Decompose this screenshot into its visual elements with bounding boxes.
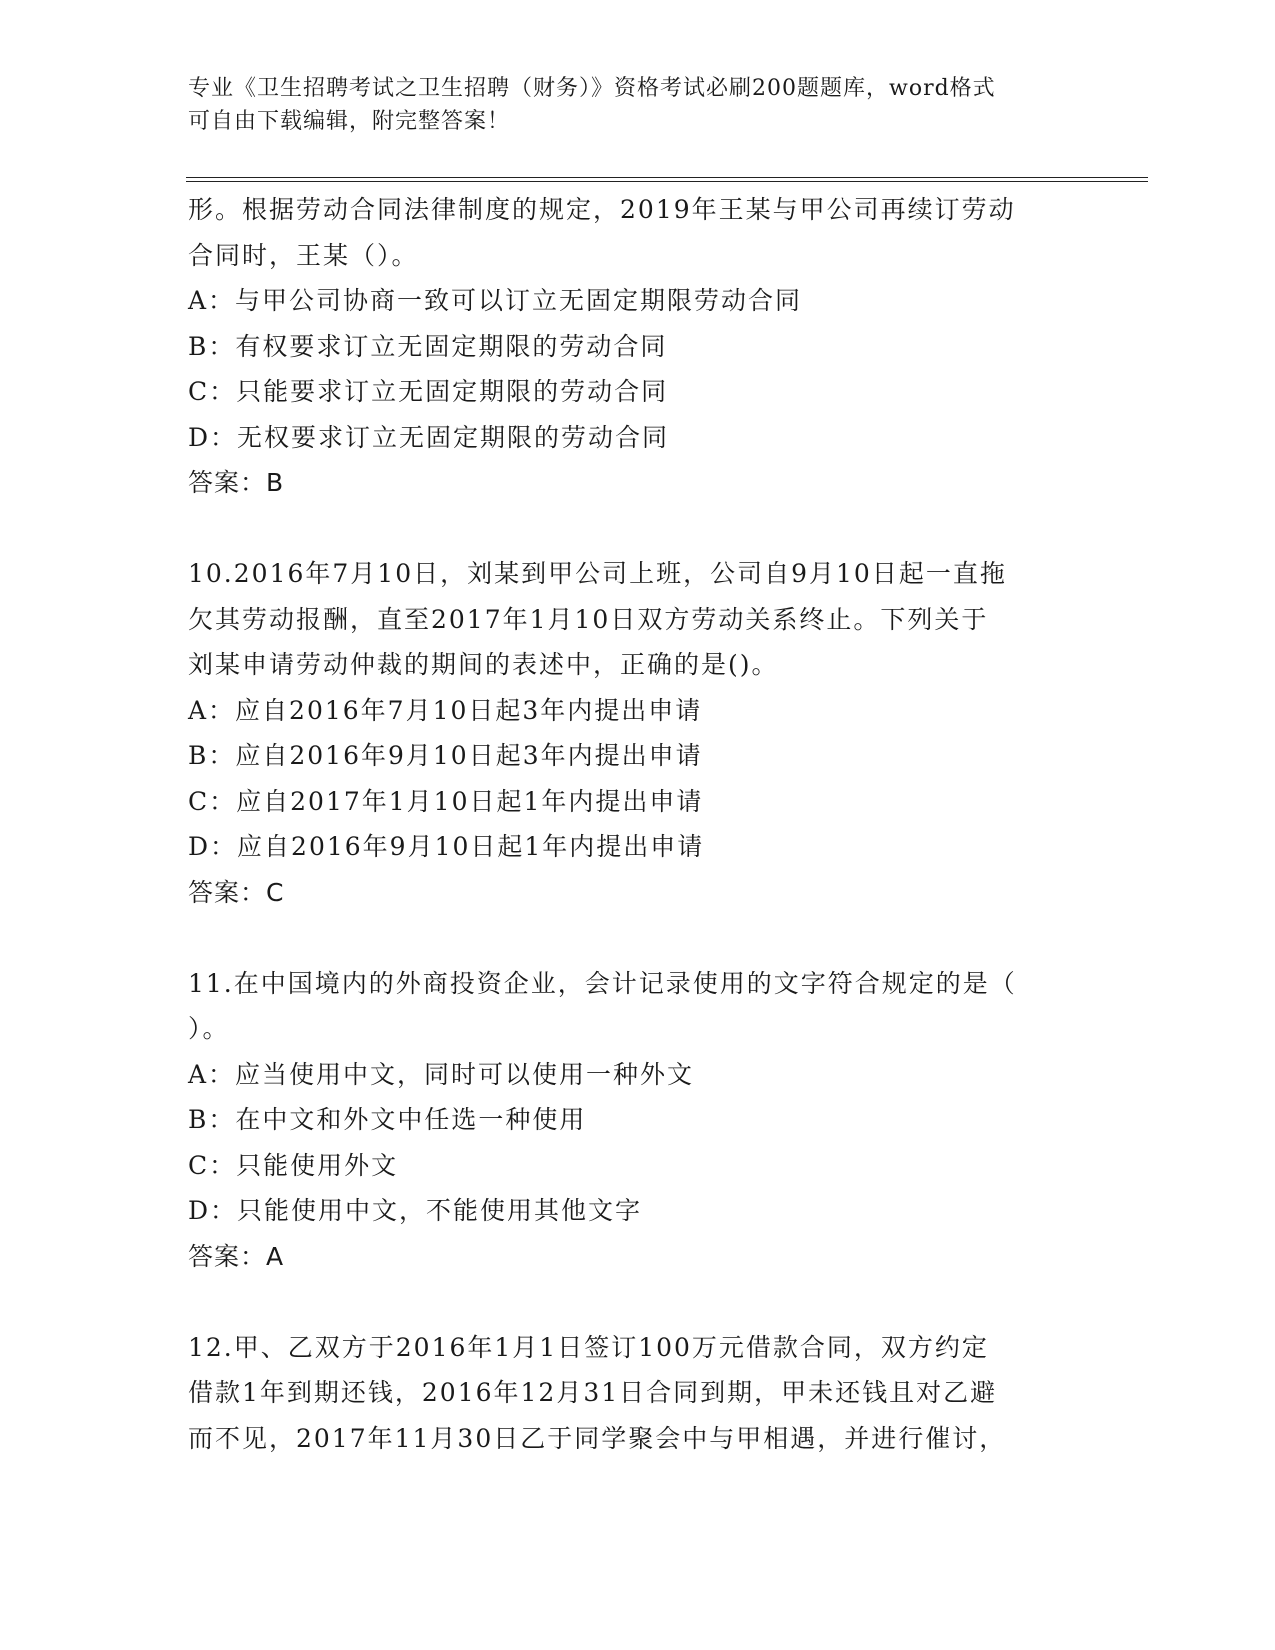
question-spacer <box>188 1279 1088 1325</box>
option-d: D：应自2016年9月10日起1年内提出申请 <box>188 832 705 861</box>
question-stem-line: 形。根据劳动合同法律制度的规定，2019年王某与甲公司再续订劳动 <box>188 195 1016 224</box>
question-stem-line: 借款1年到期还钱，2016年12月31日合同到期，甲未还钱且对乙避 <box>188 1378 998 1407</box>
question-12 <box>188 1325 1088 1462</box>
option-c: C：应自2017年1月10日起1年内提出申请 <box>188 786 704 816</box>
question-stem-line: 而不见，2017年11月30日乙于同学聚会中与甲相遇，并进行催讨， <box>188 1423 1007 1453</box>
header-title-line-2: 可自由下载编辑，附完整答案！ <box>188 109 511 134</box>
header-divider-bottom <box>186 181 1148 182</box>
option-b: B：有权要求订立无固定期限的劳动合同 <box>188 331 668 361</box>
question-spacer <box>188 915 1088 961</box>
option-a: A：应当使用中文，同时可以使用一种外文 <box>188 1059 695 1089</box>
document-header <box>188 72 1068 138</box>
answer-line: 答案：B <box>188 468 285 497</box>
answer-line: 答案：C <box>188 877 285 907</box>
question-stem-line: 刘某申请劳动仲裁的期间的表述中，正确的是()。 <box>188 650 779 679</box>
question-list <box>188 187 1088 1461</box>
question-stem-line: 12.甲、乙双方于2016年1月1日签订100万元借款合同，双方约定 <box>188 1332 989 1362</box>
option-b: B：在中文和外文中任选一种使用 <box>188 1105 587 1134</box>
option-d: D：无权要求订立无固定期限的劳动合同 <box>188 422 670 452</box>
header-title-line-1: 专业《卫生招聘考试之卫生招聘（财务）》资格考试必刷200题题库，word格式 <box>188 76 996 101</box>
question-stem-line: 10.2016年7月10日，刘某到甲公司上班，公司自9月10日起一直拖 <box>188 559 1007 588</box>
question-stem-line: 合同时，王某（）。 <box>188 240 419 270</box>
option-c: C：只能要求订立无固定期限的劳动合同 <box>188 377 669 406</box>
option-a: A：与甲公司协商一致可以订立无固定期限劳动合同 <box>188 286 803 315</box>
question-stem-line: 欠其劳动报酬，直至2017年1月10日双方劳动关系终止。下列关于 <box>188 604 989 634</box>
question-spacer <box>188 506 1088 552</box>
question-stem-line: ）。 <box>188 1014 230 1043</box>
question-9 <box>188 187 1088 506</box>
option-d: D：只能使用中文，不能使用其他文字 <box>188 1196 643 1225</box>
header-divider-top <box>186 177 1148 178</box>
answer-line: 答案：A <box>188 1241 285 1271</box>
question-stem-line: 11.在中国境内的外商投资企业，会计记录使用的文字符合规定的是（ <box>188 968 1017 998</box>
option-c: C：只能使用外文 <box>188 1150 399 1180</box>
option-b: B：应自2016年9月10日起3年内提出申请 <box>188 741 703 770</box>
question-11 <box>188 961 1088 1280</box>
question-10 <box>188 551 1088 915</box>
option-a: A：应自2016年7月10日起3年内提出申请 <box>188 695 703 725</box>
